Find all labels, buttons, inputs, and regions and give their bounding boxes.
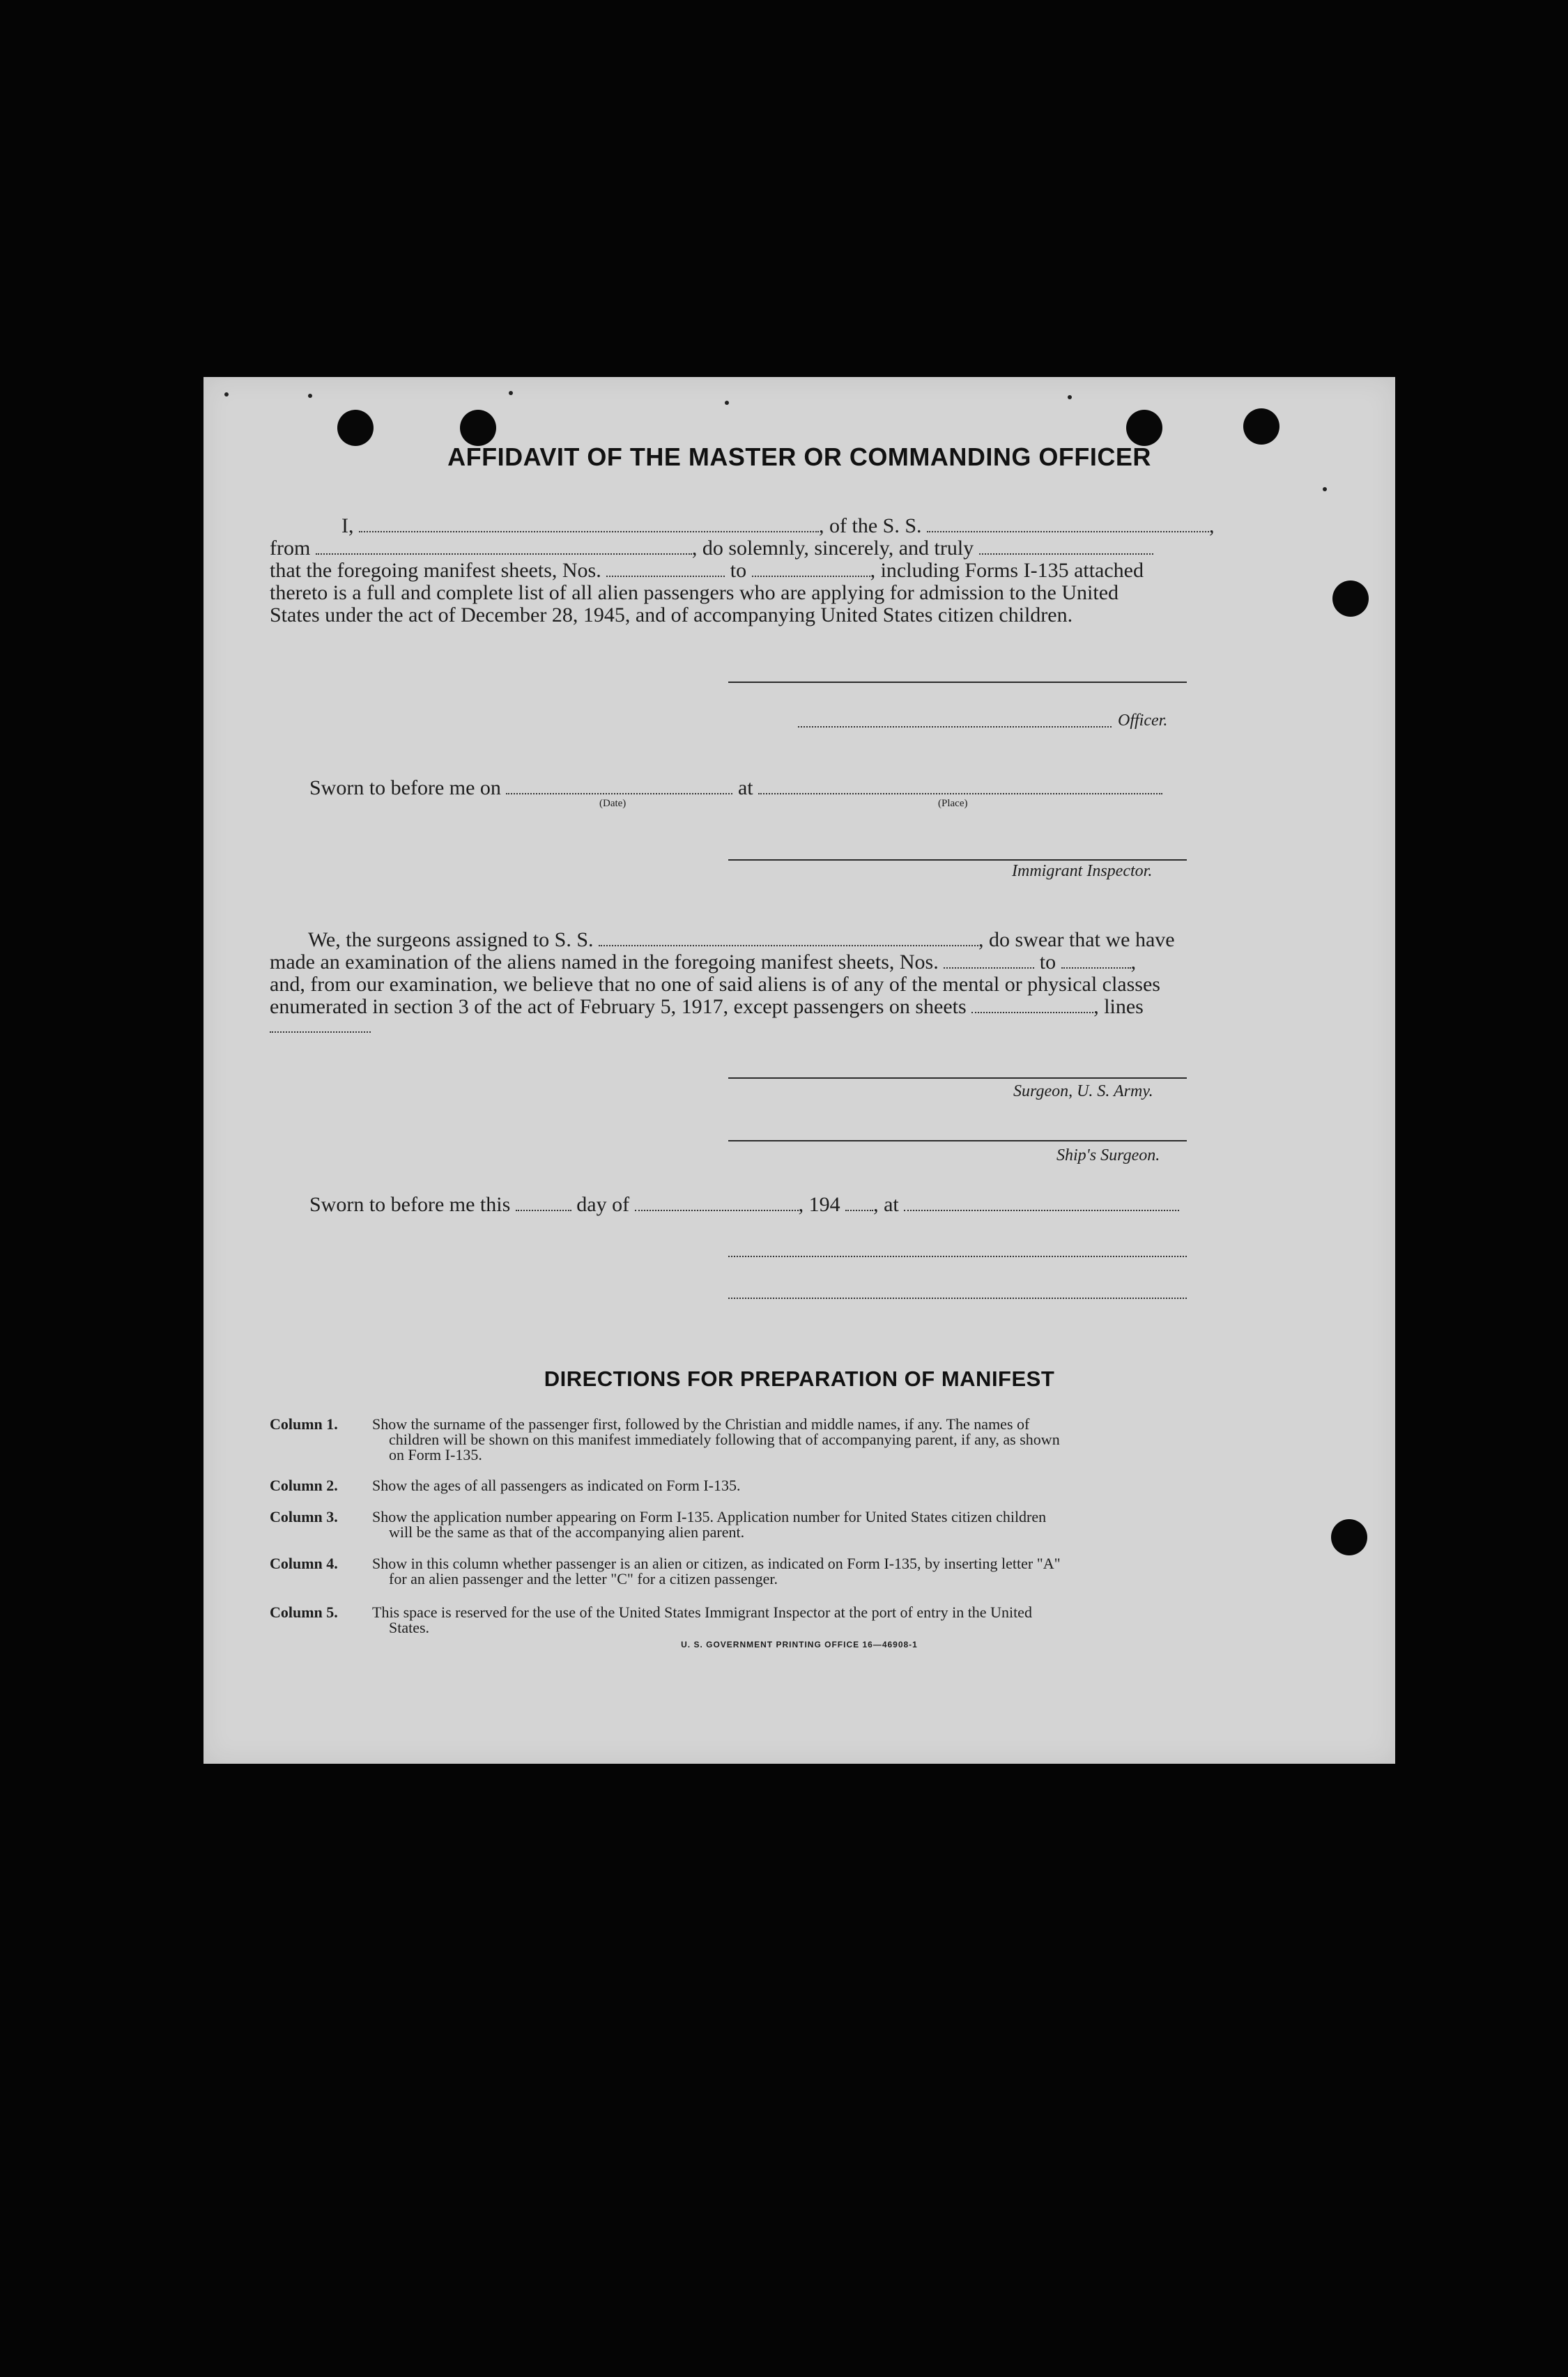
signature-line[interactable] bbox=[728, 682, 1187, 683]
lines-blank[interactable] bbox=[270, 1016, 371, 1033]
affidavit-line-4: thereto is a full and complete list of all alien passengers who are applying for admission to the United bbox=[270, 581, 1119, 604]
surgeons-line-5 bbox=[270, 1015, 371, 1038]
surgeons-line-1: We, the surgeons assigned to S. S. , do swear that we have bbox=[308, 928, 1175, 951]
form-page bbox=[203, 377, 1395, 1764]
sheets-to-blank[interactable] bbox=[752, 560, 870, 577]
affidavit-title: AFFIDAVIT OF THE MASTER OR COMMANDING OFFICER bbox=[447, 443, 1151, 471]
master-name-blank[interactable] bbox=[359, 516, 819, 532]
swear-blank[interactable] bbox=[979, 538, 1153, 555]
sworn-at-blank[interactable] bbox=[904, 1194, 1179, 1211]
punch-hole bbox=[1332, 580, 1369, 617]
affidavit-line-5: States under the act of December 28, 1945, and of accompanying United States citizen children. bbox=[270, 603, 1073, 626]
sworn-date-blank[interactable] bbox=[506, 778, 732, 794]
column-4-direction: Column 4. Show in this column whether passenger is an alien or citizen, as indicated on Form I-135, by inserting letter "A" for an alien passenger and the letter "C" for a citizen passenger. bbox=[270, 1555, 1061, 1587]
sworn-day-blank[interactable] bbox=[516, 1194, 571, 1211]
column-2-direction: Column 2. Show the ages of all passengers as indicated on Form I-135. bbox=[270, 1477, 741, 1494]
ship-name-blank[interactable] bbox=[927, 516, 1209, 532]
surgeons-line-2: made an examination of the aliens named in the foregoing manifest sheets, Nos. to , bbox=[270, 951, 1137, 974]
surgeon-sheets-from-blank[interactable] bbox=[944, 952, 1034, 969]
speck bbox=[725, 401, 729, 405]
affidavit-line-3: that the foregoing manifest sheets, Nos. to , including Forms I-135 attached bbox=[270, 559, 1144, 582]
column-5-direction: Column 5. This space is reserved for the use of the United States Immigrant Inspector at the port of entry in the United States. bbox=[270, 1603, 1032, 1636]
punch-hole bbox=[460, 410, 496, 446]
punch-hole bbox=[1243, 408, 1279, 445]
ships-surgeon-label: Ship's Surgeon. bbox=[1056, 1146, 1160, 1164]
inspector-signature-line[interactable] bbox=[728, 859, 1187, 861]
sworn-year-blank[interactable] bbox=[845, 1194, 873, 1211]
extra-line-1 bbox=[728, 1240, 1187, 1262]
officer-blank[interactable] bbox=[798, 711, 1112, 728]
sworn-line-2: Sworn to before me this day of , 194 , at bbox=[309, 1194, 1179, 1216]
place-caption: (Place) bbox=[938, 798, 968, 809]
officer-line bbox=[798, 710, 1112, 732]
surgeons-line-4: enumerated in section 3 of the act of February 5, 1917, except passengers on sheets , lines bbox=[270, 995, 1144, 1018]
extra-blank-1[interactable] bbox=[728, 1240, 1187, 1257]
surgeon-army-label: Surgeon, U. S. Army. bbox=[1013, 1082, 1153, 1100]
column-1-direction: Column 1. Show the surname of the passenger first, followed by the Christian and middle names, if any. The names of children will be shown on this manifest immediately following that of accompanying parent, if any, as shown on Form I-135. bbox=[270, 1415, 1060, 1463]
surgeons-ship-blank[interactable] bbox=[599, 930, 978, 946]
punch-hole bbox=[1126, 410, 1162, 446]
affidavit-line-2: from , do solemnly, sincerely, and truly bbox=[270, 537, 1153, 560]
punch-hole bbox=[1331, 1519, 1367, 1555]
sheets-from-blank[interactable] bbox=[606, 560, 725, 577]
surgeon-sheets-to-blank[interactable] bbox=[1061, 952, 1131, 969]
speck bbox=[1068, 395, 1072, 399]
extra-blank-2[interactable] bbox=[728, 1282, 1187, 1299]
directions-title: DIRECTIONS FOR PREPARATION OF MANIFEST bbox=[544, 1367, 1055, 1391]
sworn-line-1: Sworn to before me on at bbox=[309, 777, 1162, 799]
affidavit-line-1: I, , of the S. S. , bbox=[341, 514, 1215, 537]
sworn-month-blank[interactable] bbox=[635, 1194, 799, 1211]
printer-imprint: U. S. GOVERNMENT PRINTING OFFICE 16—46908-1 bbox=[681, 1640, 918, 1649]
army-surgeon-signature-line[interactable] bbox=[728, 1077, 1187, 1079]
speck bbox=[224, 392, 229, 397]
from-port-blank[interactable] bbox=[316, 538, 692, 555]
surgeons-line-3: and, from our examination, we believe that no one of said aliens is of any of the mental or physical classes bbox=[270, 973, 1160, 996]
column-3-direction: Column 3. Show the application number appearing on Form I-135. Application number for United States citizen children will be the same as that of the accompanying alien parent. bbox=[270, 1508, 1047, 1541]
extra-line-2 bbox=[728, 1282, 1187, 1304]
except-sheets-blank[interactable] bbox=[971, 997, 1093, 1013]
speck bbox=[509, 391, 513, 395]
officer-label: Officer. bbox=[1118, 711, 1168, 730]
speck bbox=[308, 394, 312, 398]
date-caption: (Date) bbox=[599, 798, 627, 809]
immigrant-inspector-label: Immigrant Inspector. bbox=[1012, 862, 1153, 880]
ships-surgeon-signature-line[interactable] bbox=[728, 1140, 1187, 1141]
punch-hole bbox=[337, 410, 374, 446]
speck bbox=[1323, 487, 1327, 491]
sworn-place-blank[interactable] bbox=[758, 778, 1162, 794]
